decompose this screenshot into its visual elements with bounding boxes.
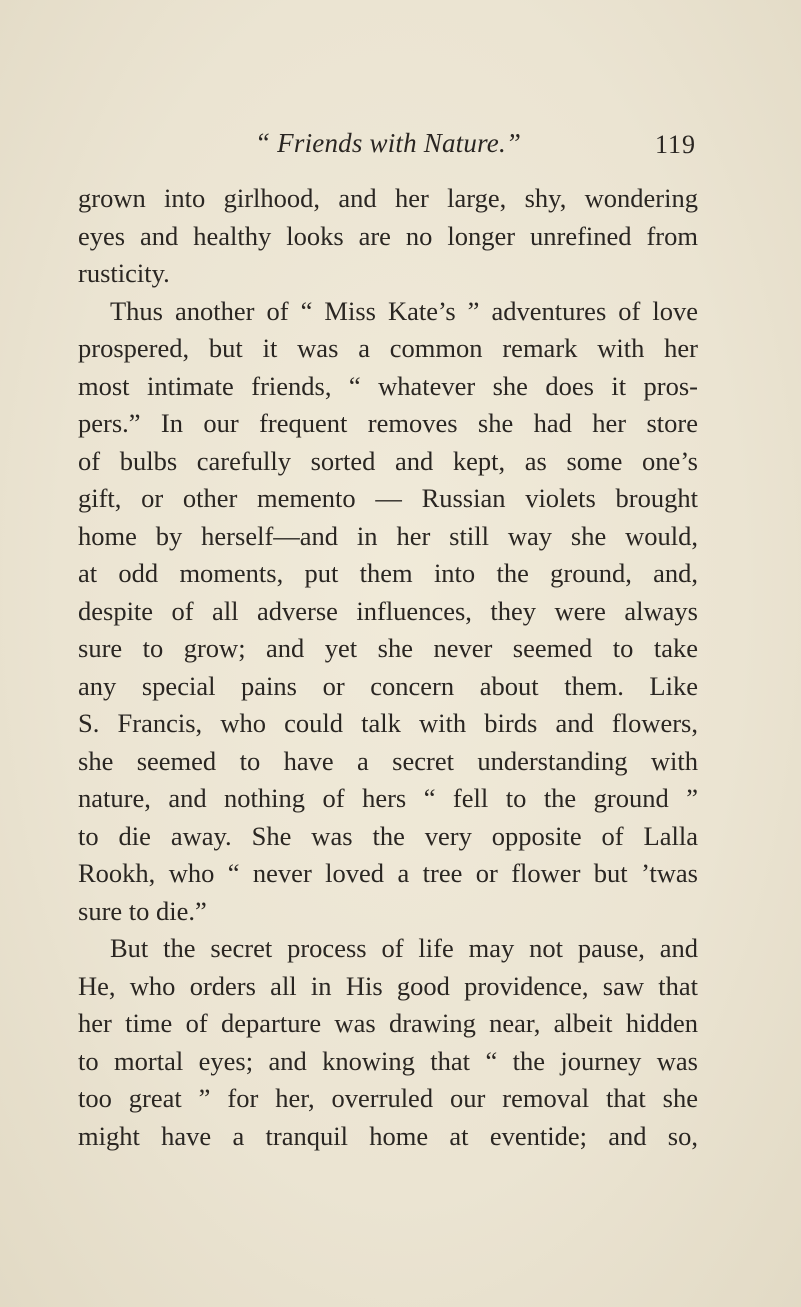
- page-number: 119: [654, 130, 696, 159]
- text-line: at odd moments, put them into the ground, and,: [78, 558, 698, 588]
- text-line: nature, and nothing of hers “ fell to the ground ”: [78, 783, 698, 813]
- text-line: pers.” In our frequent removes she had her store: [78, 408, 698, 438]
- text-line: He, who orders all in His good providence, saw that: [78, 970, 698, 1001]
- page-header: [78, 128, 708, 168]
- text-line: to mortal eyes; and knowing that “ the journey was: [78, 1045, 698, 1076]
- text-line: sure to die.”: [78, 895, 207, 926]
- text-line: most intimate friends, “ whatever she does it pros-: [78, 370, 698, 401]
- text-line: eyes and healthy looks are no longer unrefined from: [78, 220, 698, 251]
- text-line: prospered, but it was a common remark with her: [78, 333, 698, 363]
- text-line: Rookh, who “ never loved a tree or flower but ’twas: [78, 858, 698, 888]
- running-head: “ Friends with Nature.”: [255, 128, 522, 158]
- body-text: [78, 180, 698, 1155]
- text-line: she seemed to have a secret understanding with: [78, 745, 698, 776]
- text-line: any special pains or concern about them. Like: [78, 670, 698, 701]
- text-line: to die away. She was the very opposite of Lalla: [78, 820, 698, 851]
- text-line: rusticity.: [78, 258, 170, 288]
- text-line: home by herself—and in her still way she would,: [78, 520, 698, 551]
- text-line: of bulbs carefully sorted and kept, as some one’s: [78, 445, 698, 476]
- text-line: too great ” for her, overruled our removal that she: [78, 1083, 698, 1113]
- text-line: gift, or other memento — Russian violets brought: [78, 483, 698, 513]
- text-line: her time of departure was drawing near, albeit hidden: [78, 1008, 698, 1038]
- text-line: Thus another of “ Miss Kate’s ” adventures of love: [110, 295, 698, 326]
- text-line: But the secret process of life may not pause, and: [110, 933, 698, 963]
- text-line: despite of all adverse influences, they were always: [78, 595, 698, 626]
- text-line: sure to grow; and yet she never seemed to take: [78, 633, 698, 663]
- text-line: grown into girlhood, and her large, shy, wondering: [78, 183, 698, 213]
- text-line: might have a tranquil home at eventide; and so,: [78, 1120, 698, 1151]
- text-line: S. Francis, who could talk with birds and flowers,: [78, 708, 698, 738]
